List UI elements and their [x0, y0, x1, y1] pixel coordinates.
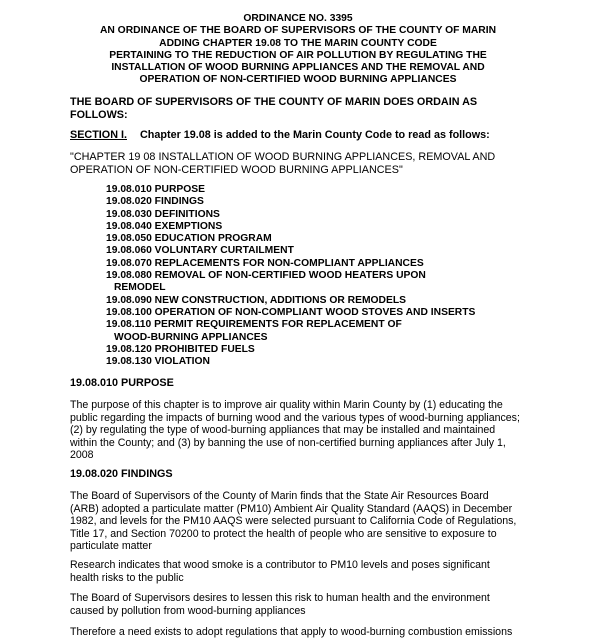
toc-item: 19.08.080 REMOVAL OF NON-CERTIFIED WOOD HEATERS UPON — [106, 270, 426, 282]
ordain-line: THE BOARD OF SUPERVISORS OF THE COUNTY OF MARIN DOES ORDAIN AS — [70, 96, 478, 108]
toc-item: 19.08.130 VIOLATION — [106, 356, 210, 368]
toc-item: 19.08.010 PURPOSE — [106, 184, 206, 195]
ordain-statement — [70, 96, 526, 121]
ordinance-number: ORDINANCE NO. 3395 — [243, 13, 353, 24]
chapter-title-line: "CHAPTER 19 08 INSTALLATION OF WOOD BURNING APPLIANCES, REMOVAL AND — [70, 151, 496, 163]
toc-item: 19.08.050 EDUCATION PROGRAM — [106, 233, 272, 245]
toc-item: 19.08.030 DEFINITIONS — [106, 208, 220, 220]
paragraph-line: health risks to the public — [70, 571, 184, 584]
ordinance-title-line: AN ORDINANCE OF THE BOARD OF SUPERVISORS OF THE COUNTY OF MARIN — [99, 25, 497, 37]
paragraph-line: public regarding the impacts of burning wood and the various types of wood-burning appliances; — [70, 411, 520, 424]
paragraph-line: particulate matter — [70, 540, 152, 552]
paragraph-line: Research indicates that wood smoke is a contributor to PM10 levels and poses significant — [70, 559, 490, 571]
ordinance-title-line: OPERATION OF NON-CERTIFIED WOOD BURNING APPLIANCES — [139, 74, 457, 86]
paragraph-line: The Board of Supervisors of the County of Marin finds that the State Air Resources Board — [70, 490, 489, 502]
table-of-contents — [106, 184, 475, 368]
findings-heading: 19.08.020 FINDINGS — [70, 468, 173, 480]
paragraph-line: caused by pollution from wood-burning appliances — [70, 604, 306, 617]
section-text: Chapter 19.08 is added to the Marin County Code to read as follows: — [140, 129, 490, 141]
ordinance-title-line: ADDING CHAPTER 19.08 TO THE MARIN COUNTY CODE — [159, 37, 437, 49]
toc-item: 19.08.110 PERMIT REQUIREMENTS FOR REPLACEMENT OF — [106, 319, 402, 331]
toc-item: 19.08.070 REPLACEMENTS FOR NON-COMPLIANT APPLIANCES — [106, 257, 424, 269]
ordinance-header — [70, 13, 526, 87]
purpose-paragraph — [70, 399, 526, 462]
paragraph-line: 1982, and levels for the PM10 AAQS were selected pursuant to California Code of Regulations, — [70, 515, 517, 527]
toc-item-continuation: REMODEL — [114, 282, 166, 294]
paragraph-line: Title 17, and Section 70200 to protect the health of people who are sensitive to exposure to — [70, 527, 497, 540]
toc-item: 19.08.100 OPERATION OF NON-COMPLIANT WOOD STOVES AND INSERTS — [106, 306, 476, 318]
paragraph-line: The purpose of this chapter is to improve air quality within Marin County by (1) educating the — [70, 399, 503, 411]
purpose-heading: 19.08.010 PURPOSE — [70, 377, 174, 389]
section-one — [70, 129, 490, 141]
findings-paragraph — [70, 626, 526, 639]
chapter-title-line: OPERATION OF NON-CERTIFIED WOOD BURNING APPLIANCES" — [70, 163, 403, 176]
paragraph-line: Therefore a need exists to adopt regulations that apply to wood-burning combustion emissions — [70, 626, 513, 638]
paragraph-line: (2) by regulating the type of wood-burning appliances that may be installed and maintained — [70, 424, 496, 436]
findings-paragraph — [70, 559, 526, 584]
toc-item: 19.08.090 NEW CONSTRUCTION, ADDITIONS OR REMODELS — [106, 294, 406, 306]
section-label: SECTION I. — [70, 129, 127, 141]
toc-item: 19.08.020 FINDINGS — [106, 196, 204, 208]
paragraph-line: within the County; and (3) by banning the use of non-certified burning appliances after July 1, — [70, 436, 506, 449]
ordinance-title-line: PERTAINING TO THE REDUCTION OF AIR POLLUTION BY REGULATING THE — [109, 49, 487, 61]
paragraph-line: 2008 — [70, 449, 94, 461]
ordinance-title-line: INSTALLATION OF WOOD BURNING APPLIANCES AND THE REMOVAL AND — [111, 62, 485, 74]
ordain-line: FOLLOWS: — [70, 108, 128, 121]
toc-item: 19.08.120 PROHIBITED FUELS — [106, 343, 255, 355]
toc-item: 19.08.060 VOLUNTARY CURTAILMENT — [106, 245, 294, 257]
findings-paragraph — [70, 592, 526, 617]
paragraph-line: The Board of Supervisors desires to lessen this risk to human health and the environment — [70, 592, 490, 604]
findings-paragraph — [70, 490, 526, 553]
toc-item: 19.08.040 EXEMPTIONS — [106, 220, 223, 232]
paragraph-line: (ARB) adopted a particulate matter (PM10) Ambient Air Quality Standard (AAQS) in December — [70, 502, 513, 515]
chapter-title — [70, 151, 526, 176]
toc-item-continuation: WOOD-BURNING APPLIANCES — [114, 331, 268, 343]
